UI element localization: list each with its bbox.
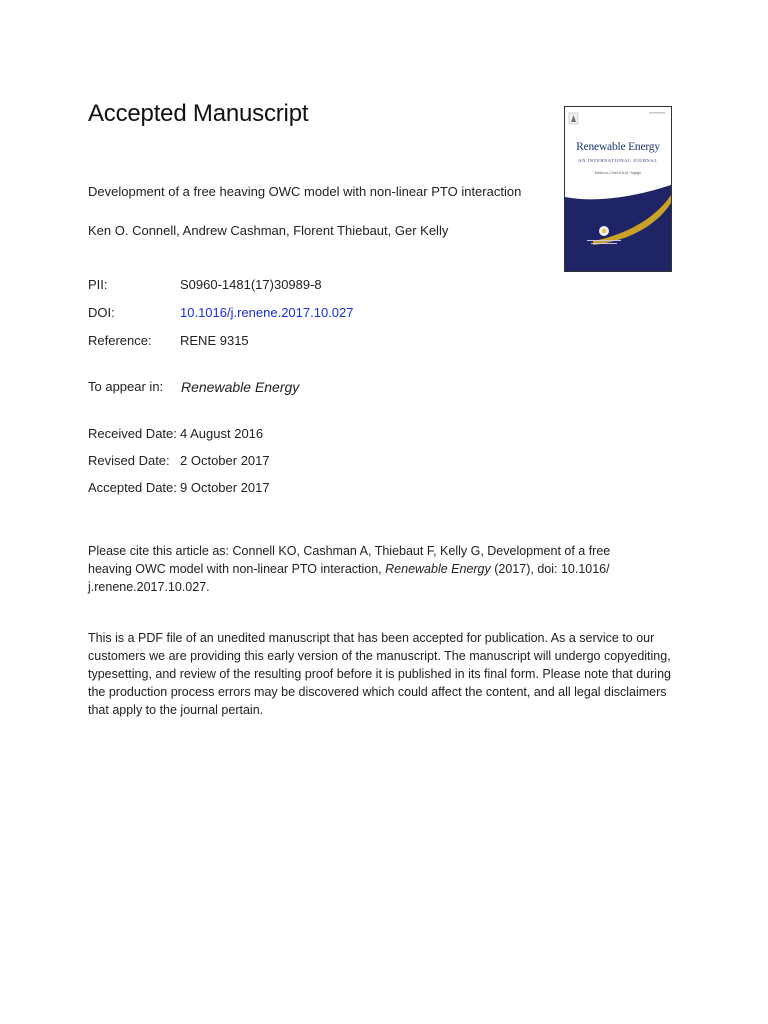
- journal-cover: [564, 106, 672, 272]
- doi-link[interactable]: 10.1016/j.renene.2017.10.027: [180, 305, 354, 320]
- appear-in-label: To appear in:: [88, 379, 164, 394]
- cover-editor: Editor-in-Chief A.A.M. Sayigh: [594, 171, 642, 175]
- page-heading: Accepted Manuscript: [88, 100, 309, 127]
- citation-journal: Renewable Energy: [385, 562, 491, 576]
- revised-label: Revised Date:: [88, 453, 170, 468]
- reference-value: RENE 9315: [180, 333, 249, 348]
- pii-value: S0960-1481(17)30989-8: [180, 277, 322, 292]
- cover-subtitle: AN INTERNATIONAL JOURNAL: [578, 158, 658, 163]
- issn-mark: [649, 112, 665, 114]
- received-date: 4 August 2016: [180, 426, 264, 441]
- citation-paragraph: [88, 542, 648, 596]
- pii-label: PII:: [88, 277, 108, 292]
- disclaimer-paragraph: This is a PDF file of an unedited manuscript that has been accepted for publication. As a service to our customers we are providing this early version of the manuscript. The manuscript will undergo copyediting, typesetting, and review of the resulting proof before it is published in its final form. Please note that during the production process errors may be discovered which could affect the content, and all legal disclaimers that apply to the journal pertain.: [88, 631, 671, 717]
- citation-suffix: (2017), doi: 10.1016/ j.renene.2017.10.027.: [88, 562, 610, 594]
- reference-label: Reference:: [88, 333, 152, 348]
- accepted-label: Accepted Date:: [88, 480, 177, 495]
- received-label: Received Date:: [88, 426, 177, 441]
- revised-date: 2 October 2017: [180, 453, 270, 468]
- citation-prefix: Please cite this article as: Connell KO, Cashman A, Thiebaut F, Kelly G, Development of a free heaving OWC model with non-linear PTO interaction,: [88, 544, 611, 576]
- article-title: Development of a free heaving OWC model with non-linear PTO interaction: [88, 184, 522, 199]
- author-list: Ken O. Connell, Andrew Cashman, Florent Thiebaut, Ger Kelly: [88, 223, 449, 238]
- journal-name: Renewable Energy: [181, 379, 300, 395]
- doi-label: DOI:: [88, 305, 115, 320]
- accepted-date: 9 October 2017: [180, 480, 270, 495]
- cover-title: Renewable Energy: [576, 141, 660, 153]
- cover-navy-band: [565, 185, 671, 271]
- cover-artwork: [565, 107, 671, 271]
